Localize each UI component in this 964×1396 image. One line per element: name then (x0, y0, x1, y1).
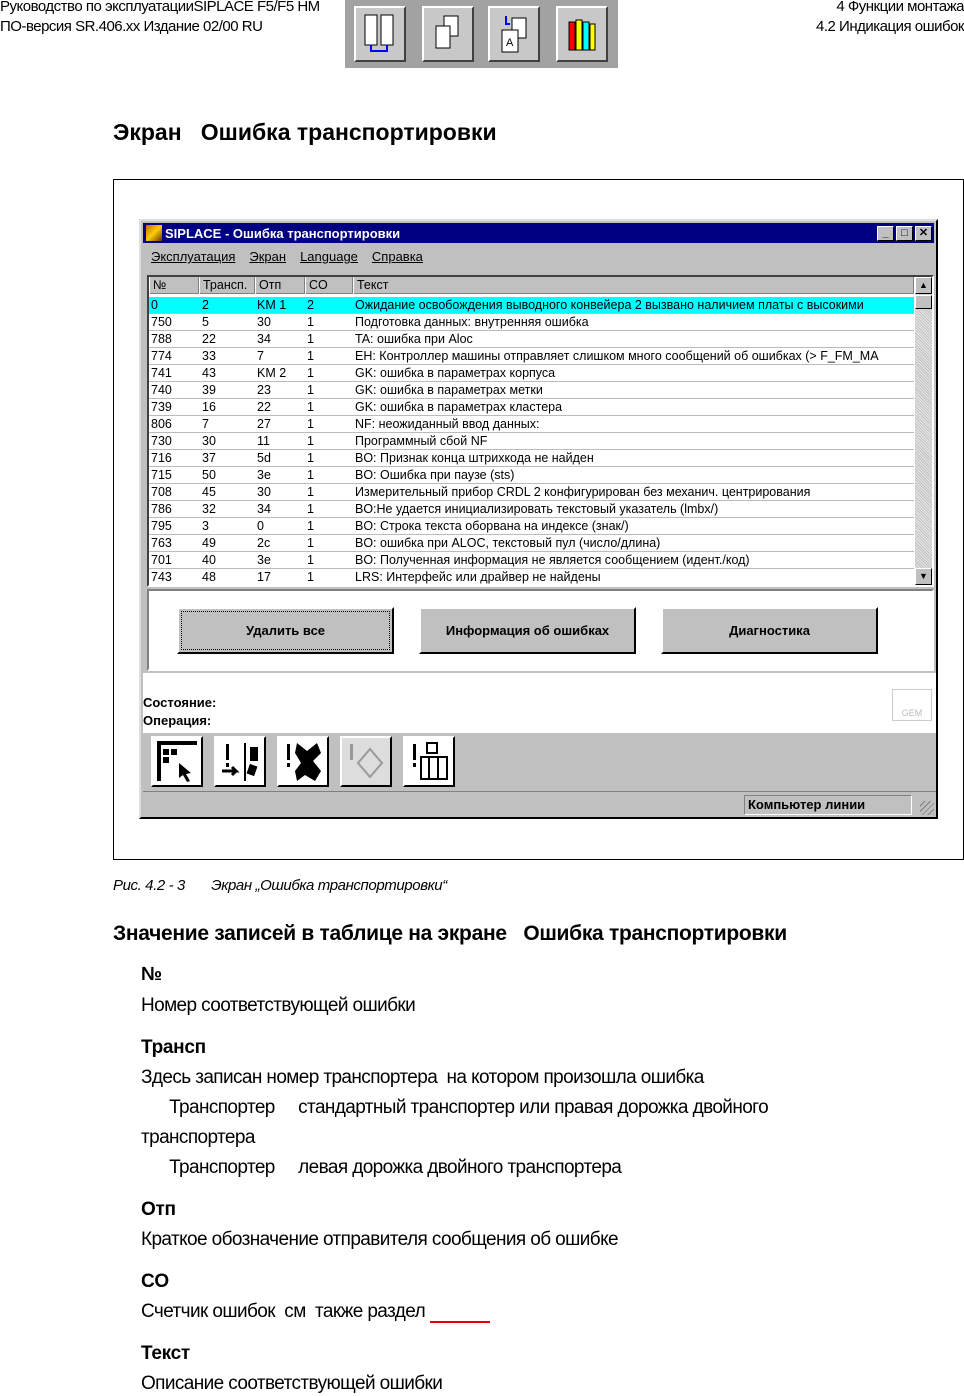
cell-transport: 43 (202, 366, 216, 380)
minimize-button[interactable]: _ (877, 226, 894, 241)
term-sender: Отп (141, 1199, 176, 1220)
cell-text: GK: ошибка в параметрах кластера (355, 400, 563, 414)
cell-counter: 1 (307, 400, 314, 414)
cell-sender: 2c (257, 536, 271, 550)
cell-counter: 1 (307, 485, 314, 499)
desc-transport-right: Транспортер стандартный транспортер или правая дорожка двойного (141, 1097, 769, 1118)
machine-error-icon[interactable] (403, 736, 455, 787)
cell-counter: 1 (307, 553, 314, 567)
status-panel (143, 673, 936, 733)
table-row[interactable] (149, 365, 914, 382)
table-row[interactable] (149, 569, 914, 586)
cell-text: LRS: Интерфейс или драйвер не найдены (355, 570, 601, 584)
cell-no: 806 (151, 417, 172, 431)
cell-sender: 30 (257, 485, 271, 499)
cell-text: NF: неожиданный ввод данных: (355, 417, 540, 431)
menu-help[interactable]: Справка (371, 249, 423, 264)
diagnostics-button[interactable]: Диагностика (661, 607, 878, 654)
cell-text: Программный сбой NF (355, 434, 488, 448)
table-row[interactable] (149, 450, 914, 467)
table-row[interactable] (149, 297, 914, 314)
window-title: SIPLACE - Ошибка транспортировки (165, 225, 401, 241)
cell-transport: 16 (202, 400, 216, 414)
cell-counter: 1 (307, 332, 314, 346)
column-header-no[interactable]: № (149, 277, 199, 294)
table-header (149, 277, 914, 294)
document-nav-toolbar (345, 0, 618, 68)
cell-text: BO: Строка текста оборвана на индексе (знак/) (355, 519, 629, 533)
cell-sender: KM 2 (257, 366, 287, 380)
table-row[interactable] (149, 348, 914, 365)
table-row[interactable] (149, 552, 914, 569)
operation-label: Операция: (143, 713, 212, 728)
cell-transport: 22 (202, 332, 216, 346)
menu-language[interactable]: Language (300, 249, 358, 264)
cell-counter: 1 (307, 570, 314, 584)
cell-text: Подготовка данных: внутренняя ошибка (355, 315, 589, 329)
page-icon[interactable] (422, 6, 474, 62)
button-panel (147, 589, 934, 671)
page-title: Экран Ошибка транспортировки (113, 119, 497, 145)
table-row[interactable] (149, 314, 914, 331)
cell-text: GK: ошибка в параметрах метки (355, 383, 543, 397)
gem-label: GEM (901, 708, 923, 718)
cell-transport: 3 (202, 519, 209, 533)
cell-sender: 34 (257, 332, 271, 346)
cell-text: TA: ошибка при Aloc (355, 332, 473, 346)
column-header-text[interactable]: Текст (353, 277, 914, 294)
term-text: Текст (141, 1343, 190, 1364)
cell-transport: 45 (202, 485, 216, 499)
error-table (147, 275, 934, 587)
app-icon (146, 225, 162, 241)
header-section: 4.2 Индикация ошибок (816, 18, 964, 35)
section-title: Значение записей в таблице на экране Ошибка транспортировки (113, 922, 787, 945)
select-window-icon[interactable] (151, 736, 203, 787)
cell-no: 741 (151, 366, 172, 380)
table-row[interactable] (149, 382, 914, 399)
cell-sender: 17 (257, 570, 271, 584)
cell-counter: 1 (307, 349, 314, 363)
cell-transport: 7 (202, 417, 209, 431)
figure-caption: Рис. 4.2 - 3 Экран „Ошибка транспортировки“ (113, 877, 447, 894)
cell-no: 701 (151, 553, 172, 567)
library-books-icon[interactable] (556, 6, 608, 62)
table-row[interactable] (149, 467, 914, 484)
table-row[interactable] (149, 433, 914, 450)
error-info-button[interactable]: Информация об ошибках (419, 607, 636, 654)
cell-no: 788 (151, 332, 172, 346)
cell-counter: 1 (307, 383, 314, 397)
desc-sender: Краткое обозначение отправителя сообщения об ошибке (141, 1229, 618, 1250)
desc-no: Номер соответствующей ошибки (141, 995, 416, 1016)
cell-counter: 1 (307, 315, 314, 329)
cell-sender: 30 (257, 315, 271, 329)
cell-transport: 37 (202, 451, 216, 465)
cell-no: 716 (151, 451, 172, 465)
cell-sender: 27 (257, 417, 271, 431)
menu-operation[interactable]: Эксплуатация (151, 249, 236, 264)
cell-counter: 1 (307, 434, 314, 448)
table-row[interactable] (149, 501, 914, 518)
term-no: № (141, 964, 162, 985)
cell-sender: 7 (257, 349, 264, 363)
function-toolbar (143, 733, 936, 789)
desc-transport-right-cont: транспортера (141, 1127, 255, 1148)
cell-text: BO: Ошибка при паузе (sts) (355, 468, 515, 482)
cell-counter: 1 (307, 502, 314, 516)
cell-transport: 30 (202, 434, 216, 448)
cell-sender: 11 (257, 434, 270, 448)
status-bar (143, 791, 936, 817)
header-manual-title: Руководство по эксплуатацииSIPLACE F5/F5 HM (0, 0, 320, 15)
scroll-down-arrow-icon[interactable]: ▼ (915, 568, 932, 585)
cell-text: GK: ошибка в параметрах корпуса (355, 366, 556, 380)
cell-transport: 33 (202, 349, 216, 363)
column-header-sender[interactable]: Отп (255, 277, 305, 294)
desc-transport: Здесь записан номер транспортера на котором произошла ошибка (141, 1067, 704, 1088)
cell-text: BO:Не удается инициализировать текстовый указатель (lmbx/) (355, 502, 719, 516)
cell-sender: KM 1 (257, 298, 287, 312)
cell-text: Ожидание освобождения выводного конвейера 2 вызвано наличием платы с высокими (355, 298, 864, 312)
desc-transport-left: Транспортер левая дорожка двойного транспортера (141, 1157, 622, 1178)
component-error-icon[interactable] (277, 736, 329, 787)
column-header-counter[interactable]: CO (305, 277, 353, 294)
column-header-transport[interactable]: Трансп. (199, 277, 255, 294)
cell-no: 750 (151, 315, 172, 329)
cell-transport: 2 (202, 298, 209, 312)
cell-no: 763 (151, 536, 172, 550)
table-row[interactable] (149, 518, 914, 535)
cell-transport: 39 (202, 383, 216, 397)
close-button[interactable]: ✕ (915, 226, 932, 241)
term-counter: CO (141, 1271, 169, 1292)
cell-counter: 2 (307, 298, 314, 312)
cell-text: BO: Полученная информация не является сообщением (идент./код) (355, 553, 750, 567)
delete-all-button[interactable]: Удалить все (177, 607, 394, 654)
cell-no: 0 (151, 298, 158, 312)
header-chapter: 4 Функции монтажа (836, 0, 964, 15)
cell-no: 743 (151, 570, 172, 584)
cell-sender: 5d (257, 451, 271, 465)
cell-no: 774 (151, 349, 172, 363)
cell-transport: 49 (202, 536, 216, 550)
cell-text: EH: Контроллер машины отправляет слишком много сообщений об ошибках (> F_FM_MA (355, 349, 879, 363)
table-row[interactable] (149, 331, 914, 348)
cell-no: 795 (151, 519, 172, 533)
desc-counter-text: Счетчик ошибок см также раздел (141, 1301, 430, 1322)
cell-text: BO: ошибка при ALOC, текстовый пул (число/длина) (355, 536, 661, 550)
cell-sender: 34 (257, 502, 271, 516)
vertical-scrollbar[interactable] (915, 277, 932, 585)
cell-transport: 32 (202, 502, 216, 516)
table-row[interactable] (149, 416, 914, 433)
cell-no: 708 (151, 485, 172, 499)
cell-no: 715 (151, 468, 172, 482)
desc-text: Описание соответствующей ошибки (141, 1373, 443, 1394)
menu-screen[interactable]: Экран (249, 249, 287, 264)
table-row[interactable] (149, 399, 914, 416)
term-transport: Трансп (141, 1037, 206, 1058)
scroll-up-arrow-icon[interactable]: ▲ (915, 277, 932, 294)
cell-sender: 0 (257, 519, 264, 533)
cell-transport: 40 (202, 553, 216, 567)
cell-no: 740 (151, 383, 172, 397)
gem-mail-icon (892, 689, 932, 721)
table-row[interactable] (149, 535, 914, 552)
cell-transport: 50 (202, 468, 216, 482)
section-reference-link[interactable] (430, 1303, 490, 1323)
cell-no: 730 (151, 434, 172, 448)
cell-transport: 48 (202, 570, 216, 584)
scroll-thumb[interactable] (915, 295, 932, 309)
status-label: Состояние: (143, 695, 217, 710)
cell-text: Измерительный прибор CRDL 2 конфигурирован без механич. центрирования (355, 485, 811, 499)
cell-transport: 5 (202, 315, 209, 329)
menu-bar (151, 249, 423, 264)
transport-error-icon[interactable] (214, 736, 266, 787)
cell-counter: 1 (307, 451, 314, 465)
resize-grip-icon[interactable] (920, 801, 934, 815)
cell-counter: 1 (307, 366, 314, 380)
desc-counter (141, 1301, 490, 1323)
cell-sender: 3e (257, 553, 271, 567)
cell-sender: 22 (257, 400, 271, 414)
cell-counter: 1 (307, 519, 314, 533)
siplace-window (139, 219, 938, 819)
maximize-button[interactable]: □ (896, 226, 913, 241)
svg-text:A: A (506, 37, 514, 49)
search-page-icon[interactable] (488, 6, 540, 62)
table-row[interactable] (149, 484, 914, 501)
window-titlebar (143, 223, 934, 243)
pcb-error-icon-disabled[interactable] (340, 736, 392, 787)
header-version: ПО-версия SR.406.xx Издание 02/00 RU (0, 18, 263, 35)
cell-text: BO: Признак конца штрихкода не найден (355, 451, 594, 465)
cell-no: 739 (151, 400, 172, 414)
contents-icon[interactable] (354, 6, 406, 62)
cell-counter: 1 (307, 468, 314, 482)
cell-no: 786 (151, 502, 172, 516)
cell-sender: 23 (257, 383, 271, 397)
cell-counter: 1 (307, 417, 314, 431)
cell-counter: 1 (307, 536, 314, 550)
cell-sender: 3e (257, 468, 271, 482)
statusbar-line-computer: Компьютер линии (744, 795, 912, 815)
